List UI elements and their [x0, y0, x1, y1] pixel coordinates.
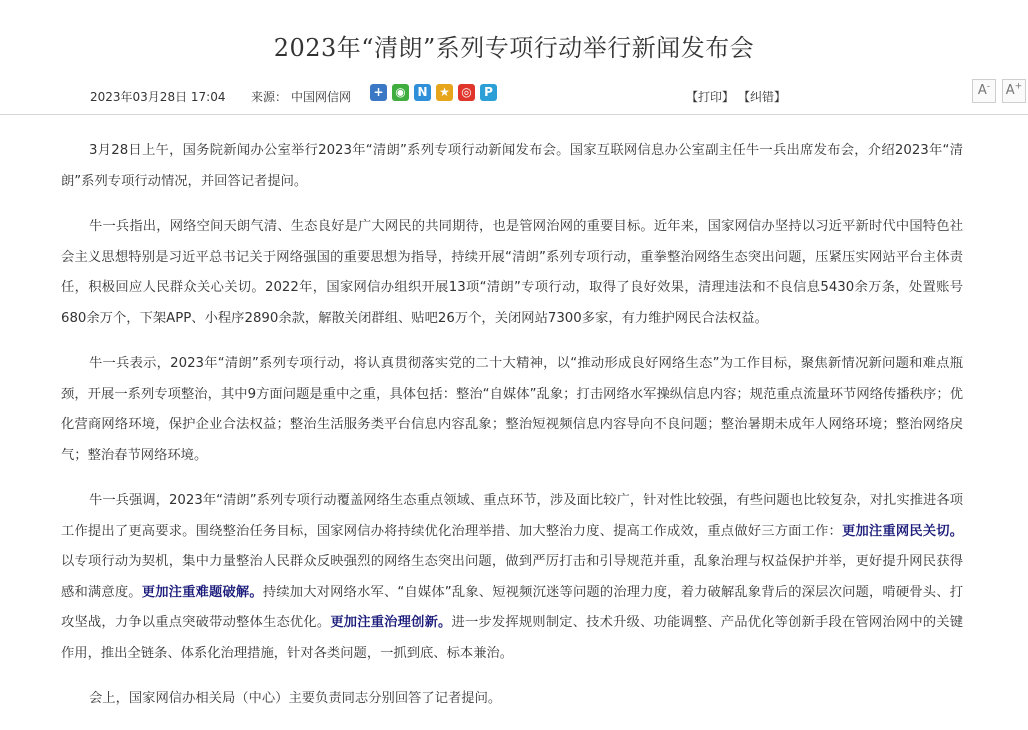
article-paragraph: [61, 684, 963, 715]
news-icon[interactable]: N: [414, 84, 431, 101]
tencent-icon[interactable]: P: [480, 84, 497, 101]
correct-error-link[interactable]: 【纠错】: [738, 90, 787, 104]
source-label: 来源：: [251, 90, 288, 104]
article-paragraph: [61, 136, 963, 197]
paragraph-text: 会上，国家网信办相关局（中心）主要负责同志分别回答了记者提问。: [89, 691, 502, 706]
paragraph-text: 牛一兵表示，2023年“清朗”系列专项行动，将认真贯彻落实党的二十大精神，以“推动形成良好网络生态”为工作目标，聚焦新情况新问题和难点瓶颈，开展一系列专项整治，其中9方面问题是重中之重，具体包括：整治“自媒体”乱象；打击网络水军操纵信息内容；规范重点流量环节网络传播秩序；优化营商网络环境，保护企业合法权益；整治生活服务类平台信息内容乱象；整治短视频信息内容导向不良问题；整治暑期未成年人网络环境；整治网络戾气；整治春节网络环境。: [61, 356, 963, 463]
paragraph-text: 持续加大对网络水军、“自媒体”乱象、短视频沉迷等问题的治理力度，着力破解乱象背后的深层次问题，啃硬骨头、打攻坚战，力争以重点突破带动整体生态优化。: [61, 584, 964, 630]
article-title: 2023年“清朗”系列专项行动举行新闻发布会: [273, 34, 755, 62]
paragraph-text: 牛一兵强调，2023年“清朗”系列专项行动覆盖网络生态重点领域、重点环节，涉及面比较广，针对性比较强，有些问题也比较复杂，对扎实推进各项工作提出了更高要求。围绕整治任务目标，国家网信办将持续优化治理举措、加大整治力度、提高工作成效，重点做好三方面工作：: [61, 493, 963, 539]
emphasis-text: 更加注重网民关切。: [841, 523, 964, 539]
article-paragraph: [61, 212, 963, 334]
paragraph-text: 进一步发挥规则制定、技术升级、功能调整、产品优化等创新手段在管网治网中的关键作用，推出全链条、体系化治理措施，针对各类问题，一抓到底、标本兼治。: [61, 615, 964, 661]
plus-sup: +: [1014, 81, 1023, 92]
emphasis-text: 更加注重治理创新。: [330, 615, 452, 630]
share-toolbar: [370, 84, 497, 101]
add-share-icon[interactable]: +: [370, 84, 387, 101]
weibo-icon[interactable]: ◎: [458, 84, 475, 101]
font-increase-button[interactable]: [1002, 79, 1026, 103]
wechat-icon[interactable]: ◉: [392, 84, 409, 101]
publish-date: 2023年03月28日 17:04: [90, 90, 226, 104]
font-decrease-button[interactable]: [972, 79, 996, 103]
article-meta-bar: [0, 78, 1028, 115]
font-decrease-label: A: [977, 83, 987, 98]
article-paragraph: [61, 486, 963, 669]
paragraph-text: 3月28日上午，国务院新闻办公室举行2023年“清朗”系列专项行动新闻发布会。国家互联网信息办公室副主任牛一兵出席发布会，介绍2023年“清朗”系列专项行动情况，并回答记者提问。: [61, 143, 963, 189]
emphasis-text: 更加注重难题破解。: [141, 584, 263, 600]
font-increase-label: A: [1005, 83, 1015, 98]
article-body: [61, 136, 963, 730]
qzone-icon[interactable]: ★: [436, 84, 453, 101]
source-link[interactable]: 中国网信网: [291, 90, 352, 104]
paragraph-text: 以专项行动为契机，集中力量整治人民群众反映强烈的网络生态突出问题，做到严厉打击和引导规范并重，乱象治理与权益保护并举，更好提升网民获得感和满意度。: [61, 554, 963, 600]
minus-sup: -: [986, 81, 991, 92]
article-paragraph: [61, 349, 963, 471]
print-link[interactable]: 【打印】: [686, 90, 735, 104]
paragraph-text: 牛一兵指出，网络空间天朗气清、生态良好是广大网民的共同期待，也是管网治网的重要目标。近年来，国家网信办坚持以习近平新时代中国特色社会主义思想特别是习近平总书记关于网络强国的重要思想为指导，持续开展“清朗”系列专项行动，重拳整治网络生态突出问题，压紧压实网站平台主体责任，积极回应人民群众关心关切。2022年，国家网信办组织开展13项“清朗”专项行动，取得了良好效果，清理违法和不良信息5430余万条，处置账号680余万个，下架APP、小程序2890余款，解散关闭群组、贴吧26万个，关闭网站7300多家，有力维护网民合法权益。: [61, 219, 963, 326]
